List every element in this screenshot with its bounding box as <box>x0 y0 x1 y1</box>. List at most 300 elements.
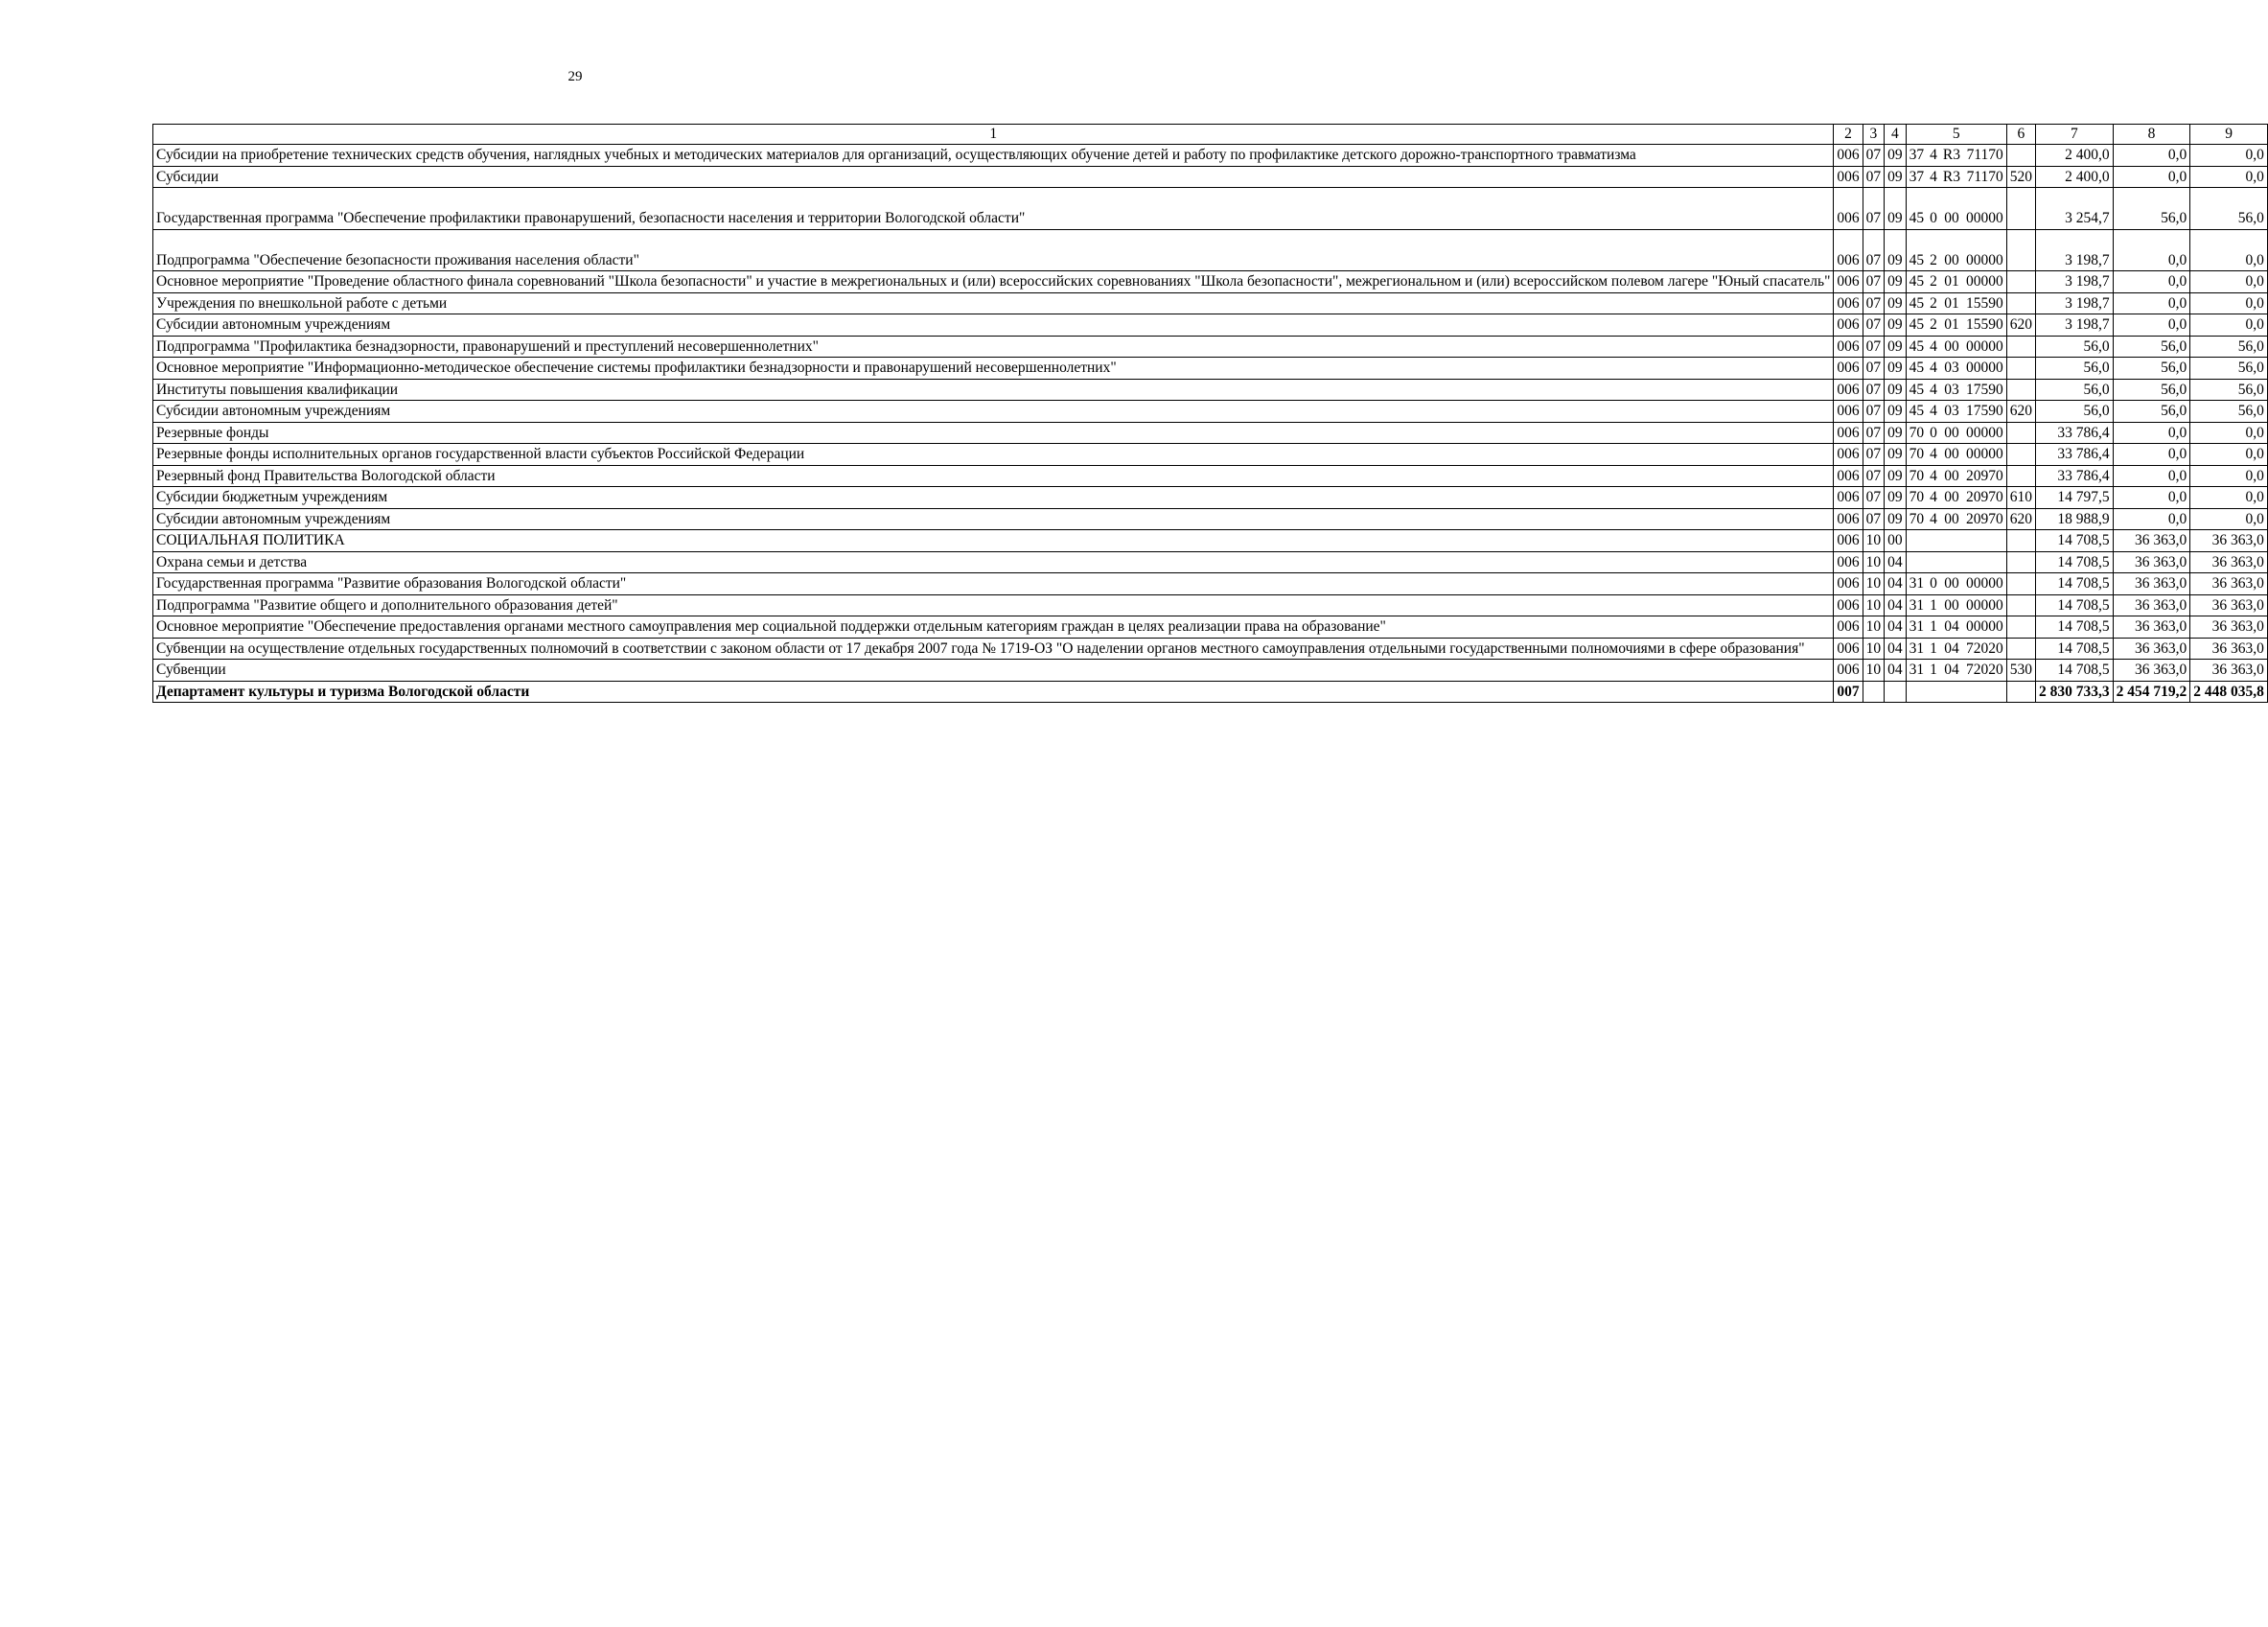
subsection-cell: 09 <box>1885 314 1907 337</box>
code-cell: 006 <box>1834 444 1863 466</box>
amount-year1-cell: 14 708,5 <box>2036 638 2114 660</box>
amount-year2-cell: 56,0 <box>2113 401 2190 423</box>
row-name-cell: Учреждения по внешкольной работе с детьми <box>153 292 1834 314</box>
direction-code-cell <box>1963 681 2006 703</box>
subprogram-code-cell: 1 <box>1927 638 1940 660</box>
amount-year2-cell: 0,0 <box>2113 145 2190 167</box>
section-cell: 07 <box>1863 401 1885 423</box>
amount-year1-cell: 14 708,5 <box>2036 551 2114 573</box>
row-name-cell: Субсидии автономным учреждениям <box>153 508 1834 530</box>
program-code-cell: 70 <box>1906 422 1927 444</box>
subsection-cell: 09 <box>1885 379 1907 401</box>
amount-year2-cell: 36 363,0 <box>2113 573 2190 595</box>
amount-year2-cell: 36 363,0 <box>2113 616 2190 639</box>
table-row <box>153 188 2268 230</box>
subprogram-code-cell: 2 <box>1927 229 1940 271</box>
direction-code-cell: 17590 <box>1963 379 2006 401</box>
direction-code-cell: 00000 <box>1963 336 2006 358</box>
activity-code-cell: 00 <box>1940 229 1963 271</box>
table-row <box>153 660 2268 682</box>
amount-year2-cell: 0,0 <box>2113 229 2190 271</box>
subsection-cell: 09 <box>1885 401 1907 423</box>
section-cell: 10 <box>1863 616 1885 639</box>
program-code-cell: 70 <box>1906 508 1927 530</box>
header-row <box>153 125 2268 145</box>
code-cell: 006 <box>1834 465 1863 487</box>
row-name-cell: Субвенции на осуществление отдельных государственных полномочий в соответствии с законом области от 17 декабря 2007 года № 1719-ОЗ "О наделении органов местного самоуправления отдельными государственными полномочиями в сфере образования" <box>153 638 1834 660</box>
expense-type-cell <box>2006 145 2035 167</box>
header-cell: 8 <box>2113 125 2190 145</box>
section-cell: 07 <box>1863 336 1885 358</box>
amount-year2-cell: 0,0 <box>2113 314 2190 337</box>
code-cell: 006 <box>1834 594 1863 616</box>
amount-year1-cell: 2 830 733,3 <box>2036 681 2114 703</box>
amount-year1-cell: 2 400,0 <box>2036 145 2114 167</box>
header-cell: 6 <box>2006 125 2035 145</box>
amount-year2-cell: 0,0 <box>2113 444 2190 466</box>
activity-code-cell: 00 <box>1940 573 1963 595</box>
row-name-cell: Резервный фонд Правительства Вологодской области <box>153 465 1834 487</box>
amount-year3-cell: 56,0 <box>2190 336 2268 358</box>
amount-year1-cell: 3 254,7 <box>2036 188 2114 230</box>
program-code-cell <box>1906 530 1927 552</box>
section-cell: 07 <box>1863 271 1885 293</box>
header-cell: 9 <box>2190 125 2268 145</box>
subsection-cell: 09 <box>1885 145 1907 167</box>
amount-year3-cell: 36 363,0 <box>2190 594 2268 616</box>
table-row <box>153 336 2268 358</box>
section-cell: 10 <box>1863 638 1885 660</box>
amount-year2-cell: 0,0 <box>2113 487 2190 509</box>
amount-year1-cell: 14 708,5 <box>2036 660 2114 682</box>
code-cell: 006 <box>1834 229 1863 271</box>
direction-code-cell: 00000 <box>1963 422 2006 444</box>
program-code-cell: 45 <box>1906 314 1927 337</box>
subsection-cell: 04 <box>1885 660 1907 682</box>
program-code-cell <box>1906 551 1927 573</box>
amount-year3-cell: 36 363,0 <box>2190 530 2268 552</box>
amount-year3-cell: 0,0 <box>2190 465 2268 487</box>
expense-type-cell <box>2006 638 2035 660</box>
section-cell: 07 <box>1863 508 1885 530</box>
section-cell: 10 <box>1863 530 1885 552</box>
amount-year2-cell: 56,0 <box>2113 188 2190 230</box>
amount-year1-cell: 2 400,0 <box>2036 166 2114 188</box>
amount-year3-cell: 36 363,0 <box>2190 573 2268 595</box>
activity-code-cell: R3 <box>1940 166 1963 188</box>
expense-type-cell <box>2006 681 2035 703</box>
amount-year1-cell: 33 786,4 <box>2036 444 2114 466</box>
code-cell: 006 <box>1834 145 1863 167</box>
section-cell: 07 <box>1863 145 1885 167</box>
subprogram-code-cell: 0 <box>1927 573 1940 595</box>
program-code-cell: 31 <box>1906 638 1927 660</box>
direction-code-cell: 20970 <box>1963 487 2006 509</box>
subprogram-code-cell: 4 <box>1927 379 1940 401</box>
amount-year2-cell: 36 363,0 <box>2113 638 2190 660</box>
activity-code-cell: 03 <box>1940 358 1963 380</box>
amount-year2-cell: 0,0 <box>2113 422 2190 444</box>
activity-code-cell: 03 <box>1940 379 1963 401</box>
code-cell: 006 <box>1834 530 1863 552</box>
table-row <box>153 487 2268 509</box>
amount-year1-cell: 3 198,7 <box>2036 314 2114 337</box>
row-name-cell: Субсидии бюджетным учреждениям <box>153 487 1834 509</box>
expense-type-cell <box>2006 465 2035 487</box>
subprogram-code-cell <box>1927 551 1940 573</box>
amount-year2-cell: 36 363,0 <box>2113 530 2190 552</box>
amount-year1-cell: 18 988,9 <box>2036 508 2114 530</box>
row-name-cell: Департамент культуры и туризма Вологодской области <box>153 681 1834 703</box>
code-cell: 006 <box>1834 358 1863 380</box>
direction-code-cell: 00000 <box>1963 188 2006 230</box>
subsection-cell <box>1885 681 1907 703</box>
subsection-cell: 09 <box>1885 422 1907 444</box>
subprogram-code-cell <box>1927 530 1940 552</box>
subprogram-code-cell: 4 <box>1927 166 1940 188</box>
direction-code-cell: 15590 <box>1963 314 2006 337</box>
direction-code-cell <box>1963 551 2006 573</box>
row-name-cell: Резервные фонды <box>153 422 1834 444</box>
amount-year3-cell: 0,0 <box>2190 166 2268 188</box>
section-cell: 10 <box>1863 660 1885 682</box>
amount-year3-cell: 0,0 <box>2190 444 2268 466</box>
expense-type-cell <box>2006 594 2035 616</box>
activity-code-cell: 00 <box>1940 188 1963 230</box>
activity-code-cell: 04 <box>1940 616 1963 639</box>
expense-type-cell <box>2006 358 2035 380</box>
amount-year1-cell: 3 198,7 <box>2036 292 2114 314</box>
amount-year2-cell: 56,0 <box>2113 336 2190 358</box>
table-row <box>153 358 2268 380</box>
program-code-cell <box>1906 681 1927 703</box>
expense-type-cell <box>2006 292 2035 314</box>
subprogram-code-cell: 1 <box>1927 616 1940 639</box>
program-code-cell: 45 <box>1906 271 1927 293</box>
amount-year3-cell: 0,0 <box>2190 271 2268 293</box>
program-code-cell: 45 <box>1906 229 1927 271</box>
activity-code-cell <box>1940 551 1963 573</box>
page-number: 29 <box>567 69 583 84</box>
expense-type-cell <box>2006 336 2035 358</box>
section-cell: 07 <box>1863 422 1885 444</box>
activity-code-cell: 00 <box>1940 594 1963 616</box>
code-cell: 006 <box>1834 292 1863 314</box>
program-code-cell: 31 <box>1906 594 1927 616</box>
expense-type-cell <box>2006 444 2035 466</box>
amount-year1-cell: 14 708,5 <box>2036 573 2114 595</box>
amount-year3-cell: 0,0 <box>2190 487 2268 509</box>
expense-type-cell <box>2006 530 2035 552</box>
direction-code-cell: 72020 <box>1963 660 2006 682</box>
amount-year1-cell: 56,0 <box>2036 401 2114 423</box>
expense-type-cell <box>2006 379 2035 401</box>
activity-code-cell: 03 <box>1940 401 1963 423</box>
activity-code-cell: R3 <box>1940 145 1963 167</box>
subsection-cell: 09 <box>1885 487 1907 509</box>
table-row <box>153 465 2268 487</box>
expense-type-cell <box>2006 551 2035 573</box>
subprogram-code-cell: 1 <box>1927 594 1940 616</box>
row-name-cell: Субсидии на приобретение технических средств обучения, наглядных учебных и методических материалов для организаций, осуществляющих обучение детей и работу по профилактике детского дорожно-транспортного травматизма <box>153 145 1834 167</box>
activity-code-cell: 01 <box>1940 292 1963 314</box>
direction-code-cell: 00000 <box>1963 594 2006 616</box>
subsection-cell: 09 <box>1885 508 1907 530</box>
program-code-cell: 45 <box>1906 336 1927 358</box>
activity-code-cell <box>1940 530 1963 552</box>
code-cell: 006 <box>1834 660 1863 682</box>
header-cell: 5 <box>1906 125 2006 145</box>
expense-type-cell <box>2006 229 2035 271</box>
activity-code-cell: 01 <box>1940 271 1963 293</box>
table-row <box>153 166 2268 188</box>
amount-year3-cell: 0,0 <box>2190 145 2268 167</box>
amount-year1-cell: 56,0 <box>2036 358 2114 380</box>
table-row <box>153 271 2268 293</box>
amount-year3-cell: 56,0 <box>2190 188 2268 230</box>
program-code-cell: 45 <box>1906 188 1927 230</box>
amount-year2-cell: 56,0 <box>2113 358 2190 380</box>
activity-code-cell: 04 <box>1940 660 1963 682</box>
subprogram-code-cell: 4 <box>1927 508 1940 530</box>
expense-type-cell: 620 <box>2006 508 2035 530</box>
expense-type-cell <box>2006 271 2035 293</box>
subprogram-code-cell: 1 <box>1927 660 1940 682</box>
code-cell: 006 <box>1834 487 1863 509</box>
row-name-cell: Субсидии автономным учреждениям <box>153 401 1834 423</box>
amount-year1-cell: 56,0 <box>2036 379 2114 401</box>
expense-type-cell: 530 <box>2006 660 2035 682</box>
table-row <box>153 422 2268 444</box>
activity-code-cell <box>1940 681 1963 703</box>
row-name-cell: Субвенции <box>153 660 1834 682</box>
amount-year3-cell: 56,0 <box>2190 401 2268 423</box>
table-row <box>153 379 2268 401</box>
subprogram-code-cell <box>1927 681 1940 703</box>
direction-code-cell: 00000 <box>1963 616 2006 639</box>
table-row <box>153 145 2268 167</box>
direction-code-cell: 17590 <box>1963 401 2006 423</box>
subsection-cell: 09 <box>1885 292 1907 314</box>
amount-year2-cell: 36 363,0 <box>2113 551 2190 573</box>
row-name-cell: Резервные фонды исполнительных органов государственной власти субъектов Российской Федерации <box>153 444 1834 466</box>
code-cell: 007 <box>1834 681 1863 703</box>
expense-type-cell <box>2006 422 2035 444</box>
row-name-cell: СОЦИАЛЬНАЯ ПОЛИТИКА <box>153 530 1834 552</box>
direction-code-cell: 72020 <box>1963 638 2006 660</box>
direction-code-cell: 15590 <box>1963 292 2006 314</box>
direction-code-cell <box>1963 530 2006 552</box>
subsection-cell: 00 <box>1885 530 1907 552</box>
subsection-cell: 09 <box>1885 229 1907 271</box>
section-cell: 07 <box>1863 314 1885 337</box>
direction-code-cell: 00000 <box>1963 444 2006 466</box>
row-name-cell: Субсидии автономным учреждениям <box>153 314 1834 337</box>
code-cell: 006 <box>1834 188 1863 230</box>
direction-code-cell: 00000 <box>1963 358 2006 380</box>
amount-year1-cell: 56,0 <box>2036 336 2114 358</box>
section-cell: 07 <box>1863 444 1885 466</box>
subprogram-code-cell: 4 <box>1927 336 1940 358</box>
subsection-cell: 09 <box>1885 358 1907 380</box>
section-cell: 10 <box>1863 551 1885 573</box>
row-name-cell: Государственная программа "Обеспечение профилактики правонарушений, безопасности населения и территории Вологодской области" <box>153 188 1834 230</box>
amount-year3-cell: 0,0 <box>2190 292 2268 314</box>
amount-year3-cell: 2 448 035,8 <box>2190 681 2268 703</box>
subprogram-code-cell: 4 <box>1927 401 1940 423</box>
activity-code-cell: 00 <box>1940 487 1963 509</box>
amount-year3-cell: 56,0 <box>2190 379 2268 401</box>
direction-code-cell: 20970 <box>1963 465 2006 487</box>
subsection-cell: 09 <box>1885 188 1907 230</box>
table-row <box>153 508 2268 530</box>
program-code-cell: 45 <box>1906 358 1927 380</box>
budget-table <box>152 124 2268 703</box>
expense-type-cell: 620 <box>2006 314 2035 337</box>
code-cell: 006 <box>1834 314 1863 337</box>
program-code-cell: 70 <box>1906 465 1927 487</box>
table-row <box>153 314 2268 337</box>
code-cell: 006 <box>1834 551 1863 573</box>
section-cell: 07 <box>1863 229 1885 271</box>
table-row <box>153 594 2268 616</box>
amount-year1-cell: 14 708,5 <box>2036 594 2114 616</box>
code-cell: 006 <box>1834 638 1863 660</box>
program-code-cell: 31 <box>1906 573 1927 595</box>
row-name-cell: Основное мероприятие "Информационно-методическое обеспечение системы профилактики безнадзорности и правонарушений несовершеннолетних" <box>153 358 1834 380</box>
table-row <box>153 292 2268 314</box>
section-cell: 07 <box>1863 292 1885 314</box>
subprogram-code-cell: 0 <box>1927 188 1940 230</box>
code-cell: 006 <box>1834 166 1863 188</box>
section-cell: 07 <box>1863 465 1885 487</box>
direction-code-cell: 71170 <box>1963 145 2006 167</box>
activity-code-cell: 00 <box>1940 336 1963 358</box>
amount-year3-cell: 36 363,0 <box>2190 616 2268 639</box>
amount-year2-cell: 0,0 <box>2113 292 2190 314</box>
subsection-cell: 09 <box>1885 336 1907 358</box>
code-cell: 006 <box>1834 573 1863 595</box>
direction-code-cell: 00000 <box>1963 271 2006 293</box>
section-cell: 07 <box>1863 487 1885 509</box>
table-row <box>153 616 2268 639</box>
amount-year2-cell: 0,0 <box>2113 271 2190 293</box>
subsection-cell: 09 <box>1885 465 1907 487</box>
amount-year3-cell: 36 363,0 <box>2190 660 2268 682</box>
subprogram-code-cell: 2 <box>1927 271 1940 293</box>
expense-type-cell: 620 <box>2006 401 2035 423</box>
expense-type-cell <box>2006 616 2035 639</box>
row-name-cell: Подпрограмма "Обеспечение безопасности проживания населения области" <box>153 229 1834 271</box>
program-code-cell: 31 <box>1906 616 1927 639</box>
direction-code-cell: 71170 <box>1963 166 2006 188</box>
row-name-cell: Субсидии <box>153 166 1834 188</box>
expense-type-cell <box>2006 573 2035 595</box>
amount-year1-cell: 14 797,5 <box>2036 487 2114 509</box>
section-cell: 10 <box>1863 573 1885 595</box>
table-row <box>153 551 2268 573</box>
row-name-cell: Основное мероприятие "Обеспечение предоставления органами местного самоуправления мер социальной поддержки отдельным категориям граждан в целях реализации права на образование" <box>153 616 1834 639</box>
subprogram-code-cell: 4 <box>1927 358 1940 380</box>
section-cell: 07 <box>1863 379 1885 401</box>
subprogram-code-cell: 4 <box>1927 145 1940 167</box>
program-code-cell: 37 <box>1906 166 1927 188</box>
activity-code-cell: 00 <box>1940 422 1963 444</box>
code-cell: 006 <box>1834 379 1863 401</box>
expense-type-cell <box>2006 188 2035 230</box>
amount-year3-cell: 0,0 <box>2190 508 2268 530</box>
program-code-cell: 45 <box>1906 379 1927 401</box>
program-code-cell: 31 <box>1906 660 1927 682</box>
amount-year1-cell: 33 786,4 <box>2036 422 2114 444</box>
row-name-cell: Подпрограмма "Профилактика безнадзорности, правонарушений и преступлений несовершеннолетних" <box>153 336 1834 358</box>
amount-year2-cell: 36 363,0 <box>2113 660 2190 682</box>
row-name-cell: Институты повышения квалификации <box>153 379 1834 401</box>
subsection-cell: 04 <box>1885 616 1907 639</box>
amount-year1-cell: 3 198,7 <box>2036 271 2114 293</box>
amount-year3-cell: 0,0 <box>2190 314 2268 337</box>
amount-year1-cell: 14 708,5 <box>2036 530 2114 552</box>
row-name-cell: Подпрограмма "Развитие общего и дополнительного образования детей" <box>153 594 1834 616</box>
code-cell: 006 <box>1834 616 1863 639</box>
header-cell: 3 <box>1863 125 1885 145</box>
amount-year2-cell: 56,0 <box>2113 379 2190 401</box>
section-cell: 07 <box>1863 188 1885 230</box>
section-cell: 07 <box>1863 166 1885 188</box>
section-cell <box>1863 681 1885 703</box>
section-cell: 10 <box>1863 594 1885 616</box>
subprogram-code-cell: 2 <box>1927 314 1940 337</box>
subsection-cell: 04 <box>1885 594 1907 616</box>
code-cell: 006 <box>1834 422 1863 444</box>
amount-year3-cell: 56,0 <box>2190 358 2268 380</box>
amount-year2-cell: 0,0 <box>2113 508 2190 530</box>
subprogram-code-cell: 2 <box>1927 292 1940 314</box>
code-cell: 006 <box>1834 508 1863 530</box>
subsection-cell: 09 <box>1885 444 1907 466</box>
header-cell: 7 <box>2036 125 2114 145</box>
amount-year2-cell: 2 454 719,2 <box>2113 681 2190 703</box>
code-cell: 006 <box>1834 401 1863 423</box>
subsection-cell: 04 <box>1885 638 1907 660</box>
amount-year2-cell: 0,0 <box>2113 465 2190 487</box>
amount-year3-cell: 36 363,0 <box>2190 551 2268 573</box>
subprogram-code-cell: 4 <box>1927 465 1940 487</box>
section-cell: 07 <box>1863 358 1885 380</box>
direction-code-cell: 00000 <box>1963 573 2006 595</box>
program-code-cell: 45 <box>1906 292 1927 314</box>
amount-year1-cell: 3 198,7 <box>2036 229 2114 271</box>
amount-year3-cell: 0,0 <box>2190 422 2268 444</box>
expense-type-cell: 610 <box>2006 487 2035 509</box>
table-row <box>153 444 2268 466</box>
activity-code-cell: 00 <box>1940 444 1963 466</box>
activity-code-cell: 00 <box>1940 465 1963 487</box>
activity-code-cell: 00 <box>1940 508 1963 530</box>
table-row <box>153 573 2268 595</box>
activity-code-cell: 04 <box>1940 638 1963 660</box>
row-name-cell: Государственная программа "Развитие образования Вологодской области" <box>153 573 1834 595</box>
amount-year2-cell: 0,0 <box>2113 166 2190 188</box>
header-cell: 4 <box>1885 125 1907 145</box>
program-code-cell: 70 <box>1906 487 1927 509</box>
subsection-cell: 04 <box>1885 551 1907 573</box>
amount-year3-cell: 0,0 <box>2190 229 2268 271</box>
header-cell: 1 <box>153 125 1834 145</box>
table-row <box>153 638 2268 660</box>
program-code-cell: 70 <box>1906 444 1927 466</box>
direction-code-cell: 00000 <box>1963 229 2006 271</box>
